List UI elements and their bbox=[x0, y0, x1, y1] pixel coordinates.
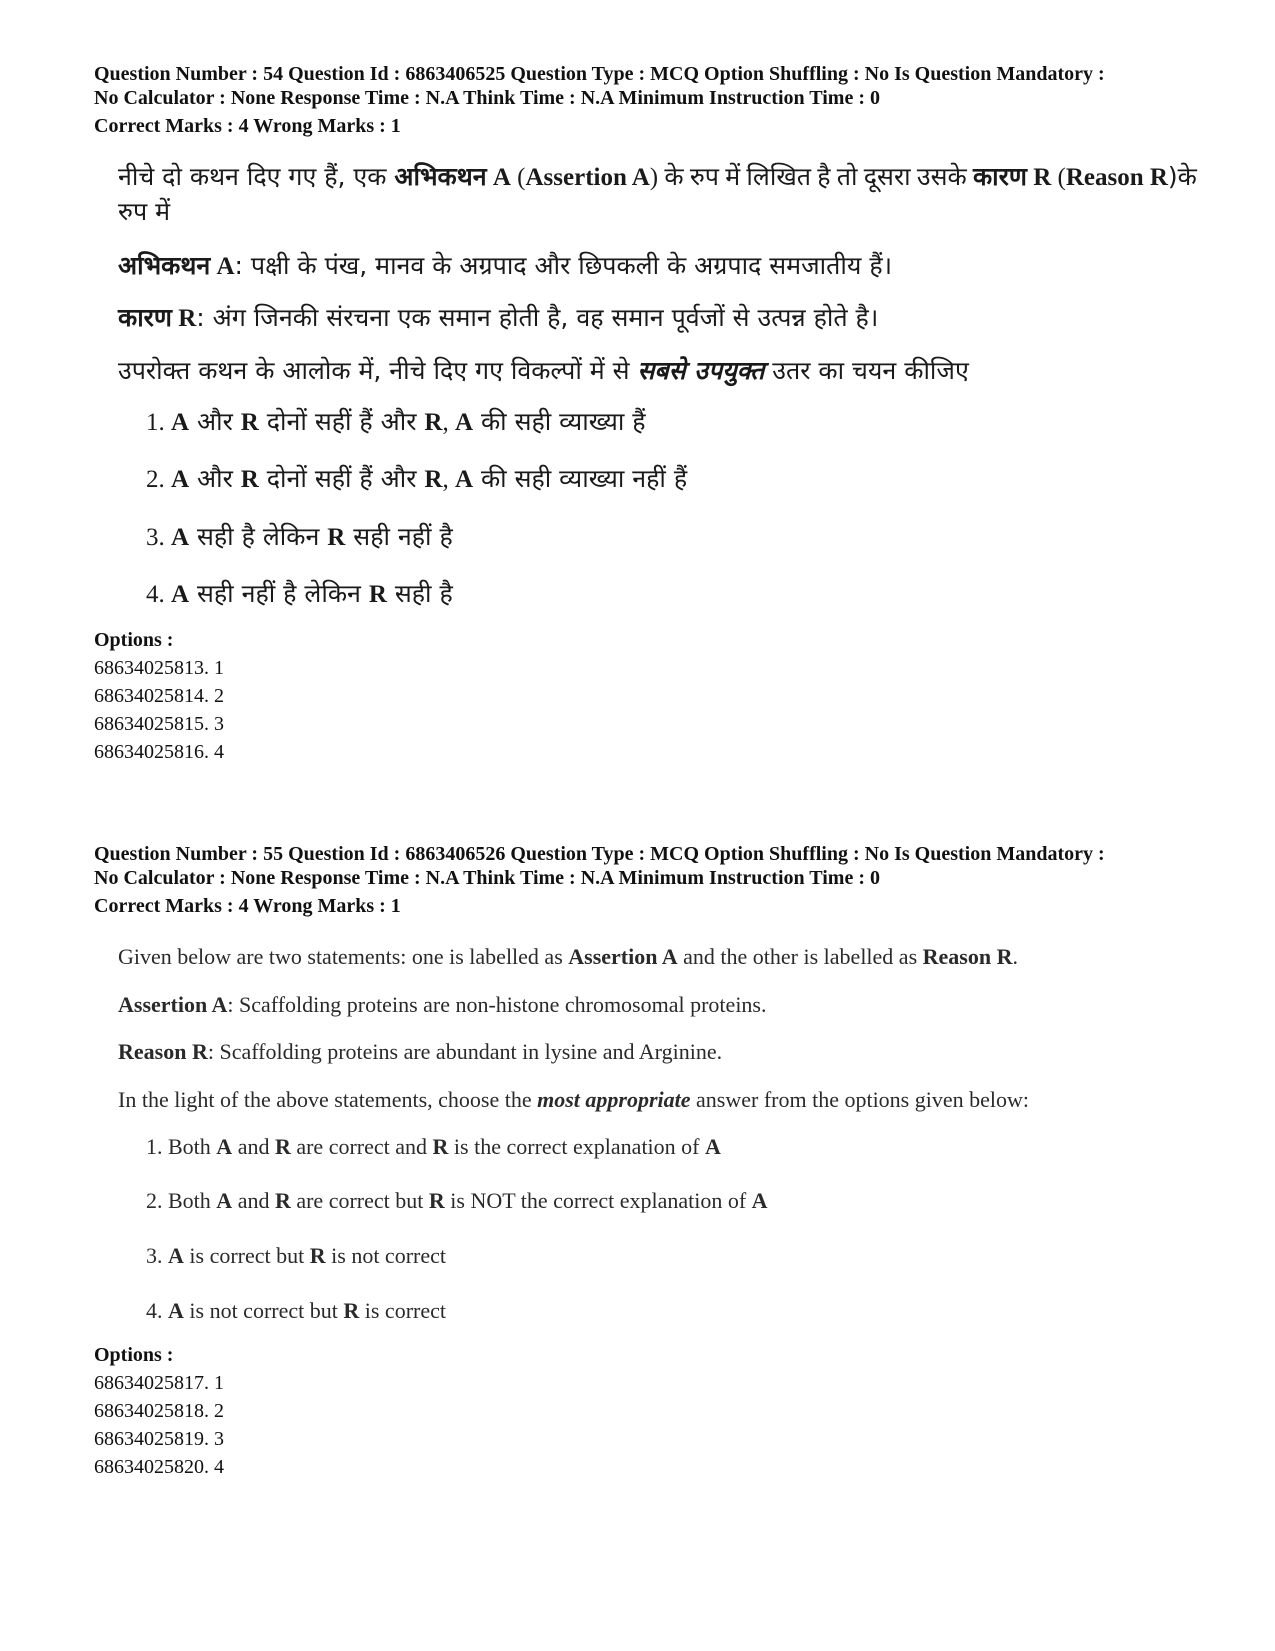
option-id: 68634025816. 4 bbox=[94, 740, 224, 763]
choice-text: is not correct bbox=[325, 1242, 446, 1268]
intro-assertion-en: Assertion A bbox=[525, 164, 650, 191]
option-id: 68634025813. 1 bbox=[94, 656, 224, 679]
choice-letter-a: A bbox=[168, 1297, 184, 1323]
assertion-label: अभिकथन bbox=[118, 250, 211, 280]
choice-letter-a: A bbox=[168, 1242, 184, 1268]
question-intro bbox=[118, 942, 1198, 972]
choice-text: सही है bbox=[386, 579, 453, 609]
choice-letter-r: R bbox=[424, 408, 443, 436]
instruction-text: answer from the options given below: bbox=[690, 1087, 1030, 1113]
assertion-statement bbox=[118, 990, 1198, 1020]
instruction-text: In the light of the above statements, choose the bbox=[118, 1087, 538, 1113]
intro-assertion-en: Assertion A bbox=[568, 944, 678, 969]
choice-letter-a: A bbox=[454, 466, 474, 494]
choice-text: की सही व्याख्या नहीं हैं bbox=[473, 464, 688, 494]
choice-list bbox=[118, 406, 1198, 612]
question-54 bbox=[94, 62, 1214, 766]
choice-text: और bbox=[189, 464, 241, 494]
choice-list bbox=[118, 1133, 1198, 1325]
choice-text: , bbox=[442, 408, 455, 436]
intro-assertion-word: अभिकथन bbox=[394, 162, 487, 191]
choice-item bbox=[146, 521, 1198, 555]
instruction-text: उपरोक्त कथन के आलोक में, नीचे दिए गए विकल्पों में से bbox=[118, 356, 638, 385]
choice-letter-a: A bbox=[171, 466, 190, 494]
choice-number: 4. bbox=[146, 581, 171, 609]
intro-text: Given below are two statements: one is labelled as bbox=[118, 944, 569, 969]
choice-item bbox=[146, 1297, 1198, 1326]
question-meta-line1: Question Number : 54 Question Id : 6863406525 Question Type : MCQ Option Shuffling : No Is Question Mandatory : bbox=[94, 63, 1105, 85]
reason-label: कारण bbox=[118, 303, 172, 333]
intro-text: नीचे दो कथन दिए गए हैं, एक bbox=[118, 162, 395, 191]
choice-text: सही है लेकिन bbox=[189, 521, 328, 551]
intro-text: and the other is labelled as bbox=[677, 944, 923, 969]
question-meta-line2: No Calculator : None Response Time : N.A Think Time : N.A Minimum Instruction Time : 0 bbox=[94, 87, 880, 109]
option-id: 68634025815. 3 bbox=[94, 712, 224, 735]
choice-letter-r: R bbox=[428, 1188, 445, 1214]
question-meta-line1: Question Number : 55 Question Id : 6863406526 Question Type : MCQ Option Shuffling : No Is Question Mandatory : bbox=[94, 843, 1105, 865]
instruction-statement bbox=[118, 354, 1198, 388]
assertion-label: Assertion A bbox=[118, 991, 228, 1017]
choice-text: and bbox=[232, 1133, 275, 1159]
option-id: 68634025817. 1 bbox=[94, 1372, 224, 1395]
choice-number: 1. bbox=[146, 1133, 168, 1159]
choice-letter-a: A bbox=[216, 1188, 233, 1214]
choice-number: 2. bbox=[146, 1188, 168, 1214]
choice-text: सही नहीं है लेकिन bbox=[189, 579, 369, 609]
intro-assertion-letter: A bbox=[486, 164, 511, 191]
intro-text: ( bbox=[1051, 164, 1066, 191]
instruction-emphasis: most appropriate bbox=[537, 1087, 691, 1113]
choice-letter-a: A bbox=[751, 1188, 768, 1214]
choice-text: Both bbox=[168, 1133, 217, 1159]
choice-letter-a: A bbox=[454, 408, 474, 436]
reason-statement bbox=[118, 1037, 1198, 1067]
choice-letter-a: A bbox=[705, 1133, 721, 1159]
choice-letter-a: A bbox=[171, 523, 190, 551]
option-id: 68634025814. 2 bbox=[94, 684, 224, 707]
choice-text: दोनों सहीं हैं और bbox=[258, 464, 425, 494]
choice-letter-r: R bbox=[309, 1242, 326, 1268]
choice-number: 2. bbox=[146, 466, 171, 494]
choice-text: की सही व्याख्या हैं bbox=[473, 406, 646, 436]
choice-text: and bbox=[232, 1188, 275, 1214]
choice-number: 1. bbox=[146, 408, 171, 436]
choice-letter-r: R bbox=[424, 466, 443, 494]
intro-reason-en: Reason R bbox=[922, 944, 1013, 969]
choice-letter-r: R bbox=[432, 1133, 449, 1159]
assertion-statement bbox=[118, 249, 1198, 284]
choice-text: is not correct but bbox=[183, 1297, 344, 1323]
question-intro bbox=[118, 160, 1198, 229]
choice-letter-r: R bbox=[327, 523, 346, 551]
choice-item bbox=[146, 406, 1198, 440]
option-id: 68634025820. 4 bbox=[94, 1456, 224, 1479]
choice-number: 3. bbox=[146, 523, 171, 551]
choice-letter-r: R bbox=[274, 1188, 291, 1214]
choice-letter-r: R bbox=[368, 581, 387, 609]
options-heading: Options : bbox=[94, 628, 174, 651]
choice-letter-r: R bbox=[343, 1297, 360, 1323]
choice-letter-r: R bbox=[274, 1133, 291, 1159]
choice-letter-a: A bbox=[216, 1133, 233, 1159]
question-body bbox=[118, 942, 1198, 1325]
assertion-letter: A bbox=[210, 252, 235, 280]
option-id: 68634025819. 3 bbox=[94, 1428, 224, 1451]
choice-text: , bbox=[442, 466, 455, 494]
question-marks: Correct Marks : 4 Wrong Marks : 1 bbox=[94, 115, 401, 137]
assertion-text: : पक्षी के पंख, मानव के अग्रपाद और छिपकली के अग्रपाद समजातीय हैं। bbox=[234, 250, 893, 280]
intro-text: ) के रुप में लिखित है तो दूसरा उसके bbox=[649, 164, 973, 191]
intro-reason-letter: R bbox=[1026, 164, 1052, 191]
question-55 bbox=[94, 842, 1214, 1481]
choice-text: Both bbox=[168, 1188, 217, 1214]
reason-letter: R bbox=[171, 305, 197, 333]
option-id: 68634025818. 2 bbox=[94, 1400, 224, 1423]
choice-text: is NOT the correct explanation of bbox=[444, 1188, 752, 1214]
intro-reason-word: कारण bbox=[972, 162, 1027, 191]
choice-letter-r: R bbox=[240, 408, 259, 436]
choice-text: is the correct explanation of bbox=[448, 1133, 705, 1159]
choice-text: दोनों सहीं हैं और bbox=[258, 406, 425, 436]
choice-item bbox=[146, 1242, 1198, 1271]
choice-letter-r: R bbox=[240, 466, 259, 494]
question-body bbox=[118, 160, 1198, 612]
choice-text: is correct bbox=[359, 1297, 446, 1323]
choice-number: 4. bbox=[146, 1297, 168, 1323]
assertion-text: : Scaffolding proteins are non-histone chromosomal proteins. bbox=[227, 991, 767, 1017]
choice-text: is correct but bbox=[183, 1242, 310, 1268]
question-meta-line2: No Calculator : None Response Time : N.A Think Time : N.A Minimum Instruction Time : 0 bbox=[94, 867, 880, 889]
intro-text: )के रुप में bbox=[118, 162, 1197, 226]
instruction-text: उतर का चयन कीजिए bbox=[764, 356, 969, 385]
choice-item bbox=[146, 1133, 1198, 1162]
question-marks: Correct Marks : 4 Wrong Marks : 1 bbox=[94, 895, 401, 917]
choice-text: सही नहीं है bbox=[345, 521, 453, 551]
options-heading: Options : bbox=[94, 1344, 174, 1367]
choice-item bbox=[146, 463, 1198, 497]
reason-statement bbox=[118, 301, 1198, 336]
reason-text: : Scaffolding proteins are abundant in lysine and Arginine. bbox=[207, 1039, 723, 1065]
choice-item bbox=[146, 1187, 1198, 1216]
instruction-statement bbox=[118, 1085, 1198, 1115]
choice-item bbox=[146, 578, 1198, 612]
instruction-emphasis: सबसे उपयुक्त bbox=[637, 356, 765, 385]
reason-label: Reason R bbox=[118, 1039, 208, 1065]
choice-text: are correct but bbox=[290, 1188, 429, 1214]
intro-text: ( bbox=[510, 164, 526, 191]
intro-reason-en: Reason R bbox=[1065, 164, 1168, 191]
choice-text: are correct and bbox=[290, 1133, 433, 1159]
choice-letter-a: A bbox=[171, 581, 190, 609]
choice-letter-a: A bbox=[171, 408, 190, 436]
choice-number: 3. bbox=[146, 1242, 168, 1268]
choice-text: और bbox=[189, 406, 241, 436]
intro-text: . bbox=[1012, 944, 1018, 969]
reason-text: : अंग जिनकी संरचना एक समान होती है, वह समान पूर्वजों से उत्पन्न होते है। bbox=[196, 303, 879, 333]
